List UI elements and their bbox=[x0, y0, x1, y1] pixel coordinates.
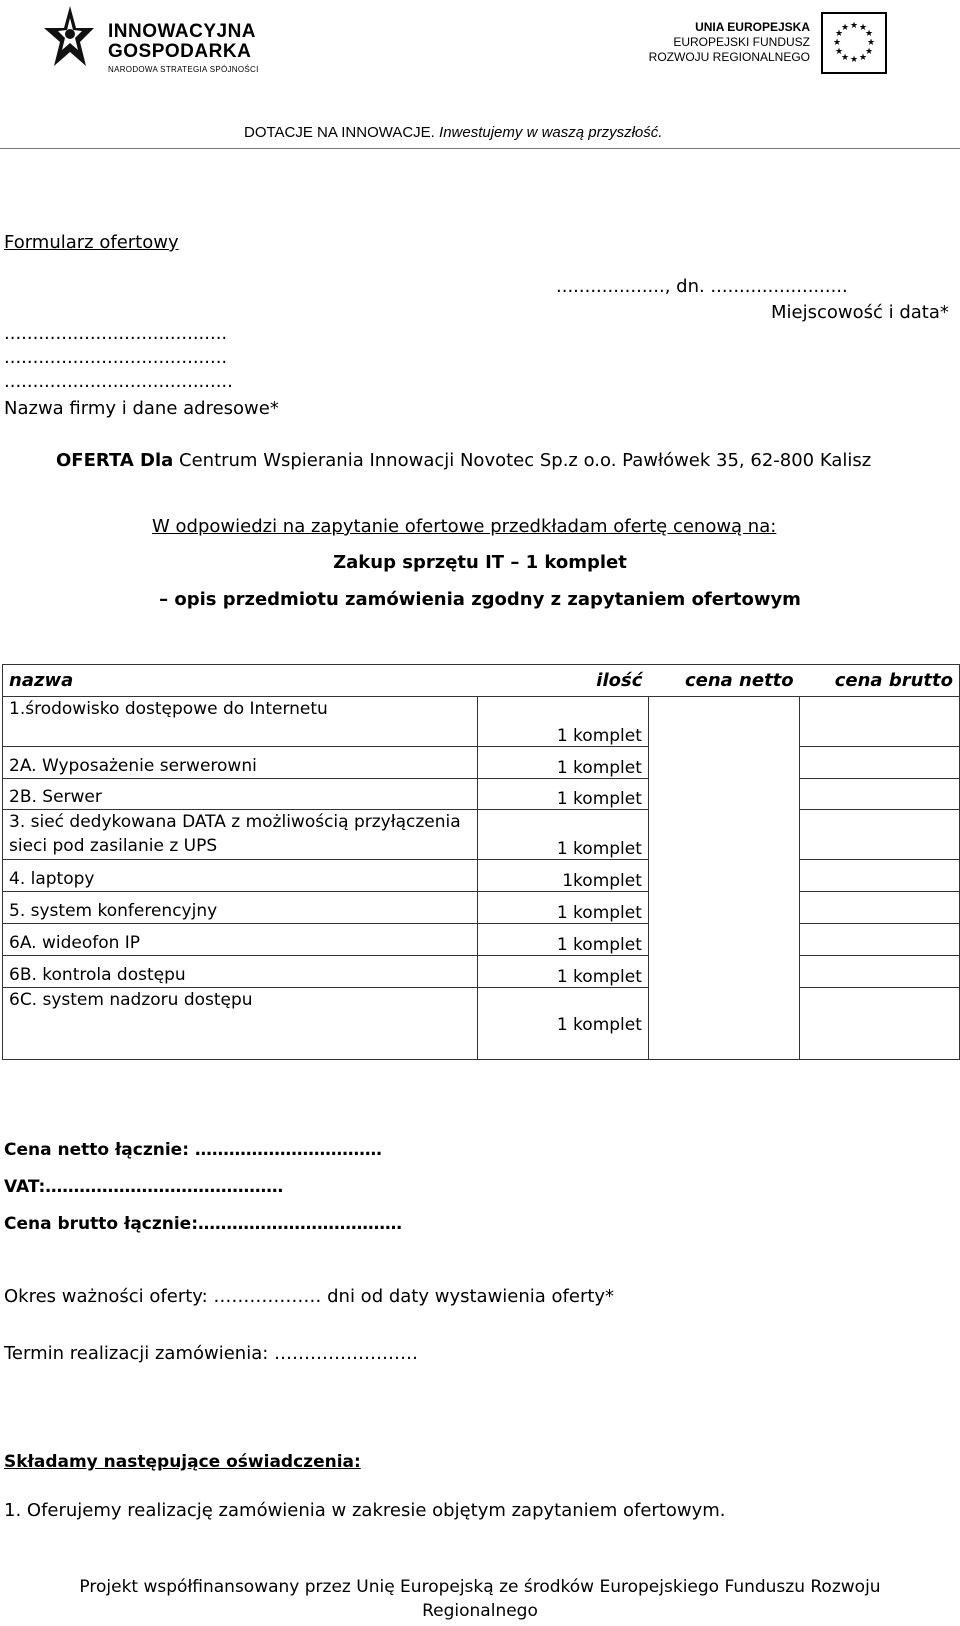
row-net-cell[interactable] bbox=[648, 892, 799, 924]
eu-flag-icon bbox=[821, 12, 887, 74]
offer-validity[interactable]: Okres ważności oferty: ……………… dni od daty wystawienia oferty* bbox=[4, 1286, 615, 1307]
table-row bbox=[3, 697, 960, 747]
total-net[interactable]: Cena netto łącznie: …………………………… bbox=[4, 1140, 382, 1160]
svg-text:★: ★ bbox=[834, 47, 844, 57]
row-name: 6A. wideofon IP bbox=[3, 924, 478, 956]
svg-text:★: ★ bbox=[864, 47, 874, 57]
col-header-qty: ilość bbox=[478, 665, 649, 697]
table-row bbox=[3, 988, 960, 1060]
svg-text:★: ★ bbox=[858, 53, 868, 63]
logo-subline: NARODOWA STRATEGIA SPÓJNOŚCI bbox=[108, 65, 259, 74]
slogan-italic: Inwestujemy w waszą przyszłość. bbox=[439, 124, 663, 141]
svg-text:★: ★ bbox=[849, 21, 859, 31]
footer-line-1: Projekt współfinansowany przez Unię Europejską ze środków Europejskiego Funduszu Rozwoju bbox=[79, 1577, 881, 1597]
offer-recipient: Centrum Wspierania Innowacji Novotec Sp.z o.o. Pawłówek 35, 62-800 Kalisz bbox=[179, 450, 872, 471]
response-line: W odpowiedzi na zapytanie ofertowe przedkładam ofertę cenową na: bbox=[152, 516, 777, 537]
row-net-cell[interactable] bbox=[648, 747, 799, 779]
company-dots-2[interactable]: ....................................... bbox=[4, 347, 228, 368]
table-row bbox=[3, 779, 960, 810]
col-header-net: cena netto bbox=[648, 665, 799, 697]
svg-text:★: ★ bbox=[858, 23, 868, 33]
company-caption: Nazwa firmy i dane adresowe* bbox=[4, 398, 279, 419]
row-gross-cell[interactable] bbox=[800, 810, 960, 860]
row-gross-cell[interactable] bbox=[800, 892, 960, 924]
row-net-cell[interactable] bbox=[648, 697, 799, 747]
logo-line-1: INNOWACYJNA bbox=[108, 21, 257, 42]
row-net-cell[interactable] bbox=[648, 924, 799, 956]
delivery-deadline[interactable]: Termin realizacji zamówienia: …………………… bbox=[4, 1343, 419, 1364]
row-qty: 1 komplet bbox=[478, 892, 649, 924]
row-name: 6B. kontrola dostępu bbox=[3, 956, 478, 988]
row-name: 2B. Serwer bbox=[3, 779, 478, 810]
innowacyjna-gospodarka-logo bbox=[40, 4, 290, 78]
row-qty: 1 komplet bbox=[478, 810, 649, 860]
row-net-cell[interactable] bbox=[648, 810, 799, 860]
table-row bbox=[3, 747, 960, 779]
eu-line-3: ROZWOJU REGIONALNEGO bbox=[648, 50, 810, 64]
company-fields[interactable] bbox=[4, 322, 233, 394]
row-name: 2A. Wyposażenie serwerowni bbox=[3, 747, 478, 779]
row-qty: 1 komplet bbox=[478, 988, 649, 1060]
svg-text:★: ★ bbox=[840, 23, 850, 33]
eu-line-2: EUROPEJSKI FUNDUSZ bbox=[673, 35, 810, 49]
row-gross-cell[interactable] bbox=[800, 697, 960, 747]
row-qty: 1 komplet bbox=[478, 779, 649, 810]
offer-line bbox=[56, 450, 871, 471]
row-gross-cell[interactable] bbox=[800, 988, 960, 1060]
footer-line-2: Regionalnego bbox=[422, 1601, 538, 1621]
company-dots-3[interactable]: ........................................ bbox=[4, 371, 233, 392]
table-row bbox=[3, 892, 960, 924]
row-name: 3. sieć dedykowana DATA z możliwością przyłączenia sieci pod zasilanie z UPS bbox=[3, 810, 478, 860]
row-qty: 1 komplet bbox=[478, 956, 649, 988]
eu-line-1: UNIA EUROPEJSKA bbox=[695, 20, 810, 34]
table-row bbox=[3, 956, 960, 988]
row-gross-cell[interactable] bbox=[800, 956, 960, 988]
date-line[interactable]: ..................., dn. ........................ bbox=[556, 276, 848, 297]
subject-description: – opis przedmiotu zamówienia zgodny z zapytaniem ofertowym bbox=[159, 589, 801, 610]
col-header-gross: cena brutto bbox=[800, 665, 960, 697]
logo-line-2: GOSPODARKA bbox=[108, 41, 252, 62]
table-row bbox=[3, 924, 960, 956]
declarations-heading: Składamy następujące oświadczenia: bbox=[4, 1452, 361, 1472]
declaration-item-1: 1. Oferujemy realizację zamówienia w zakresie objętym zapytaniem ofertowym. bbox=[4, 1500, 726, 1521]
eu-logo-text bbox=[600, 20, 810, 65]
row-qty: 1komplet bbox=[478, 860, 649, 892]
svg-text:★: ★ bbox=[832, 38, 842, 48]
row-net-cell[interactable] bbox=[648, 860, 799, 892]
svg-text:★: ★ bbox=[840, 53, 850, 63]
row-qty: 1 komplet bbox=[478, 747, 649, 779]
row-net-cell[interactable] bbox=[648, 956, 799, 988]
row-name: 4. laptopy bbox=[3, 860, 478, 892]
slogan bbox=[244, 124, 662, 141]
svg-text:★: ★ bbox=[864, 29, 874, 39]
svg-text:★: ★ bbox=[834, 29, 844, 39]
row-gross-cell[interactable] bbox=[800, 779, 960, 810]
company-dots-1[interactable]: ....................................... bbox=[4, 323, 228, 344]
row-gross-cell[interactable] bbox=[800, 860, 960, 892]
table-header-row bbox=[3, 665, 960, 697]
svg-text:★: ★ bbox=[866, 38, 876, 48]
row-name: 1.środowisko dostępowe do Internetu bbox=[3, 697, 478, 747]
row-name: 5. system konferencyjny bbox=[3, 892, 478, 924]
header-divider bbox=[0, 148, 960, 149]
table-row bbox=[3, 810, 960, 860]
row-qty: 1 komplet bbox=[478, 697, 649, 747]
row-qty: 1 komplet bbox=[478, 924, 649, 956]
form-title: Formularz ofertowy bbox=[4, 232, 179, 253]
subject: Zakup sprzętu IT – 1 komplet bbox=[333, 552, 627, 573]
row-name: 6C. system nadzoru dostępu bbox=[3, 988, 478, 1060]
row-net-cell[interactable] bbox=[648, 779, 799, 810]
total-vat[interactable]: VAT:…………………………………… bbox=[4, 1177, 284, 1197]
total-gross[interactable]: Cena brutto łącznie:……………………………… bbox=[4, 1214, 403, 1234]
table-row bbox=[3, 860, 960, 892]
row-gross-cell[interactable] bbox=[800, 747, 960, 779]
star-logo-icon bbox=[40, 4, 96, 76]
svg-text:★: ★ bbox=[849, 55, 859, 65]
row-gross-cell[interactable] bbox=[800, 924, 960, 956]
offer-table bbox=[2, 664, 960, 1060]
date-caption: Miejscowość i data* bbox=[771, 302, 949, 323]
row-net-cell[interactable] bbox=[648, 988, 799, 1060]
col-header-name: nazwa bbox=[3, 665, 478, 697]
slogan-plain: DOTACJE NA INNOWACJE. bbox=[244, 124, 435, 141]
offer-bold: OFERTA Dla bbox=[56, 450, 174, 471]
